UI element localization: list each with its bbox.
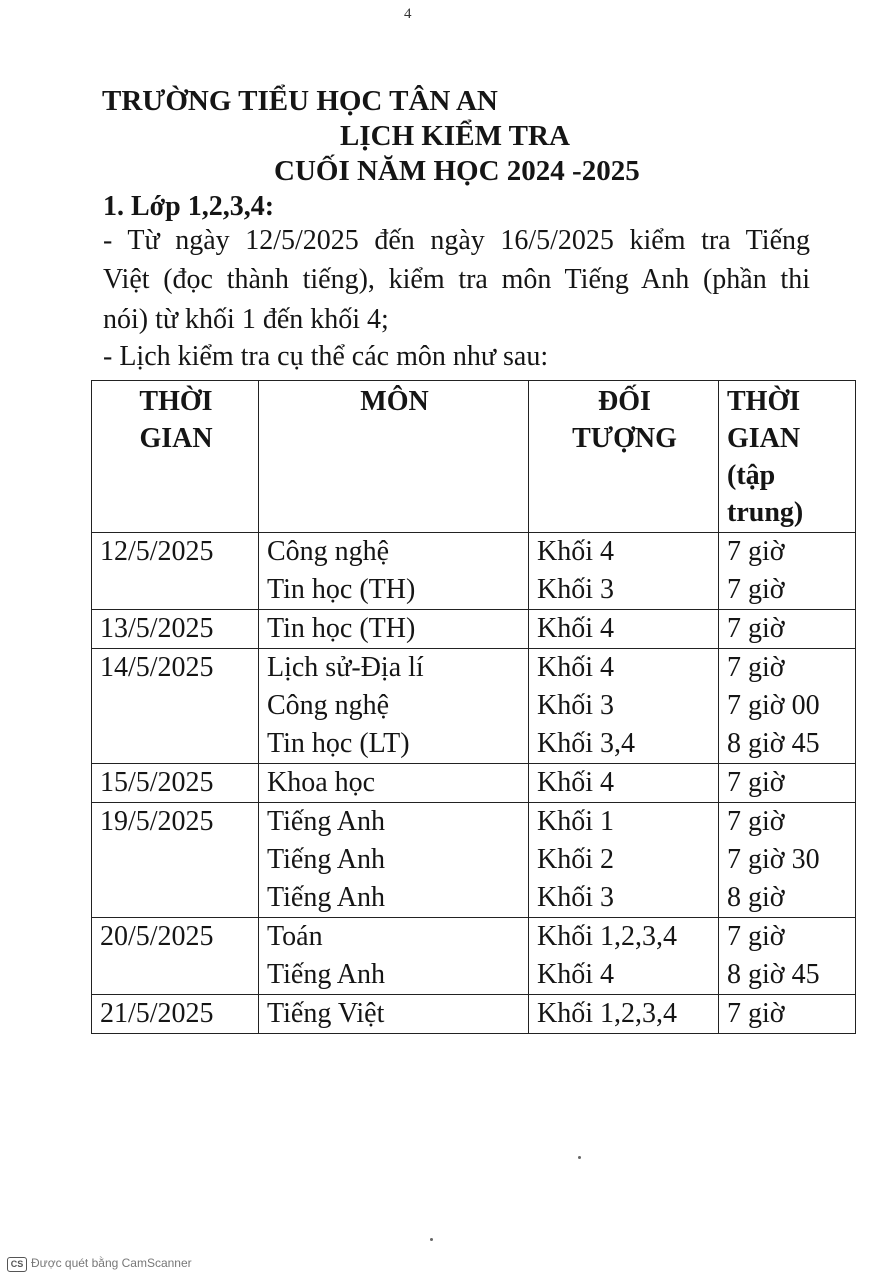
date-value: 20/5/2025: [100, 921, 214, 952]
table-row: [92, 649, 856, 764]
table-row: [92, 610, 856, 649]
cell-target: [529, 649, 719, 764]
table-row: [92, 803, 856, 918]
school-name: TRƯỜNG TIỂU HỌC TÂN AN: [102, 85, 498, 117]
cell-time: [719, 995, 856, 1034]
table-row: [92, 533, 856, 610]
cell-target: [529, 803, 719, 918]
header-target: [529, 381, 719, 533]
cell-time: [719, 649, 856, 764]
subject-value: Tin học (TH): [267, 613, 416, 644]
subject-value: Tiếng Anh: [267, 882, 386, 913]
target-value: Khối 4: [537, 959, 614, 990]
time-value: 7 giờ: [727, 767, 785, 798]
header-time: [719, 381, 856, 533]
time-value: 7 giờ: [727, 998, 785, 1029]
header-target-line: TƯỢNG: [572, 423, 677, 454]
header-target-line: ĐỐI: [598, 386, 651, 417]
cell-target: [529, 764, 719, 803]
time-value: 7 giờ: [727, 806, 785, 837]
cell-time: [719, 610, 856, 649]
cell-target: [529, 533, 719, 610]
time-value: 7 giờ 00: [727, 690, 820, 721]
cell-subject: [259, 533, 529, 610]
cell-date: [92, 995, 259, 1034]
cell-subject: [259, 610, 529, 649]
target-value: Khối 3: [537, 882, 614, 913]
cell-date: [92, 533, 259, 610]
target-value: Khối 1,2,3,4: [537, 998, 677, 1029]
cell-target: [529, 610, 719, 649]
date-value: 12/5/2025: [100, 536, 214, 567]
cell-time: [719, 803, 856, 918]
intro-line-3: nói) từ khối 1 đến khối 4;: [103, 304, 389, 335]
target-value: Khối 4: [537, 536, 614, 567]
target-value: Khối 3: [537, 690, 614, 721]
time-value: 7 giờ 30: [727, 844, 820, 875]
cell-subject: [259, 649, 529, 764]
target-value: Khối 2: [537, 844, 614, 875]
intro-line-4: - Lịch kiểm tra cụ thể các môn như sau:: [103, 341, 549, 372]
header-date: [92, 381, 259, 533]
subject-value: Tin học (TH): [267, 574, 416, 605]
header-subject: [259, 381, 529, 533]
time-value: 8 giờ 45: [727, 728, 820, 759]
cell-date: [92, 803, 259, 918]
subject-value: Tiếng Việt: [267, 998, 385, 1029]
date-value: 15/5/2025: [100, 767, 214, 798]
target-value: Khối 4: [537, 613, 614, 644]
cell-subject: [259, 995, 529, 1034]
cell-subject: [259, 918, 529, 995]
cell-time: [719, 918, 856, 995]
target-value: Khối 1: [537, 806, 614, 837]
header-time-line: GIAN: [727, 423, 801, 454]
scanner-watermark: Được quét bằng CamScanner: [31, 1256, 192, 1270]
scan-speck: [430, 1238, 433, 1241]
header-time-line: trung): [727, 497, 804, 528]
cell-date: [92, 649, 259, 764]
header-date-line: GIAN: [139, 423, 213, 454]
header-time-line: (tập: [727, 460, 776, 491]
time-value: 7 giờ: [727, 613, 785, 644]
cell-target: [529, 995, 719, 1034]
target-value: Khối 3: [537, 574, 614, 605]
intro-line-2: Việt (đọc thành tiếng), kiểm tra môn Tiếng Anh (phần thi: [103, 264, 810, 295]
table-header-row: [92, 381, 856, 533]
section-heading: 1. Lớp 1,2,3,4:: [103, 191, 275, 222]
header-subject-line: MÔN: [360, 386, 429, 417]
cell-date: [92, 764, 259, 803]
subject-value: Toán: [267, 921, 323, 952]
subject-value: Công nghệ: [267, 536, 390, 567]
table-row: [92, 764, 856, 803]
scan-speck: [578, 1156, 581, 1159]
date-value: 13/5/2025: [100, 613, 214, 644]
time-value: 7 giờ: [727, 921, 785, 952]
document-title: LỊCH KIỂM TRA: [340, 120, 570, 152]
time-value: 7 giờ: [727, 574, 785, 605]
subject-value: Tiếng Anh: [267, 806, 386, 837]
header-time-line: THỜI: [727, 386, 801, 417]
time-value: 8 giờ: [727, 882, 785, 913]
table-row: [92, 918, 856, 995]
cell-date: [92, 610, 259, 649]
subject-value: Lịch sử-Địa lí: [267, 652, 424, 683]
subject-value: Tiếng Anh: [267, 844, 386, 875]
header-date-line: THỜI: [139, 386, 213, 417]
date-value: 21/5/2025: [100, 998, 214, 1029]
date-value: 14/5/2025: [100, 652, 214, 683]
camscanner-logo-icon: CS: [7, 1257, 27, 1272]
page-number: 4: [404, 6, 412, 22]
target-value: Khối 4: [537, 652, 614, 683]
document-subtitle: CUỐI NĂM HỌC 2024 -2025: [274, 155, 640, 187]
cell-date: [92, 918, 259, 995]
time-value: 7 giờ: [727, 536, 785, 567]
cell-subject: [259, 803, 529, 918]
exam-schedule-table: [91, 380, 856, 1034]
target-value: Khối 1,2,3,4: [537, 921, 677, 952]
cell-time: [719, 533, 856, 610]
cell-time: [719, 764, 856, 803]
subject-value: Khoa học: [267, 767, 376, 798]
cell-subject: [259, 764, 529, 803]
target-value: Khối 4: [537, 767, 614, 798]
table-row: [92, 995, 856, 1034]
time-value: 7 giờ: [727, 652, 785, 683]
cell-target: [529, 918, 719, 995]
subject-value: Tin học (LT): [267, 728, 410, 759]
subject-value: Công nghệ: [267, 690, 390, 721]
date-value: 19/5/2025: [100, 806, 214, 837]
time-value: 8 giờ 45: [727, 959, 820, 990]
intro-line-1: - Từ ngày 12/5/2025 đến ngày 16/5/2025 kiểm tra Tiếng: [103, 225, 810, 256]
subject-value: Tiếng Anh: [267, 959, 386, 990]
target-value: Khối 3,4: [537, 728, 635, 759]
